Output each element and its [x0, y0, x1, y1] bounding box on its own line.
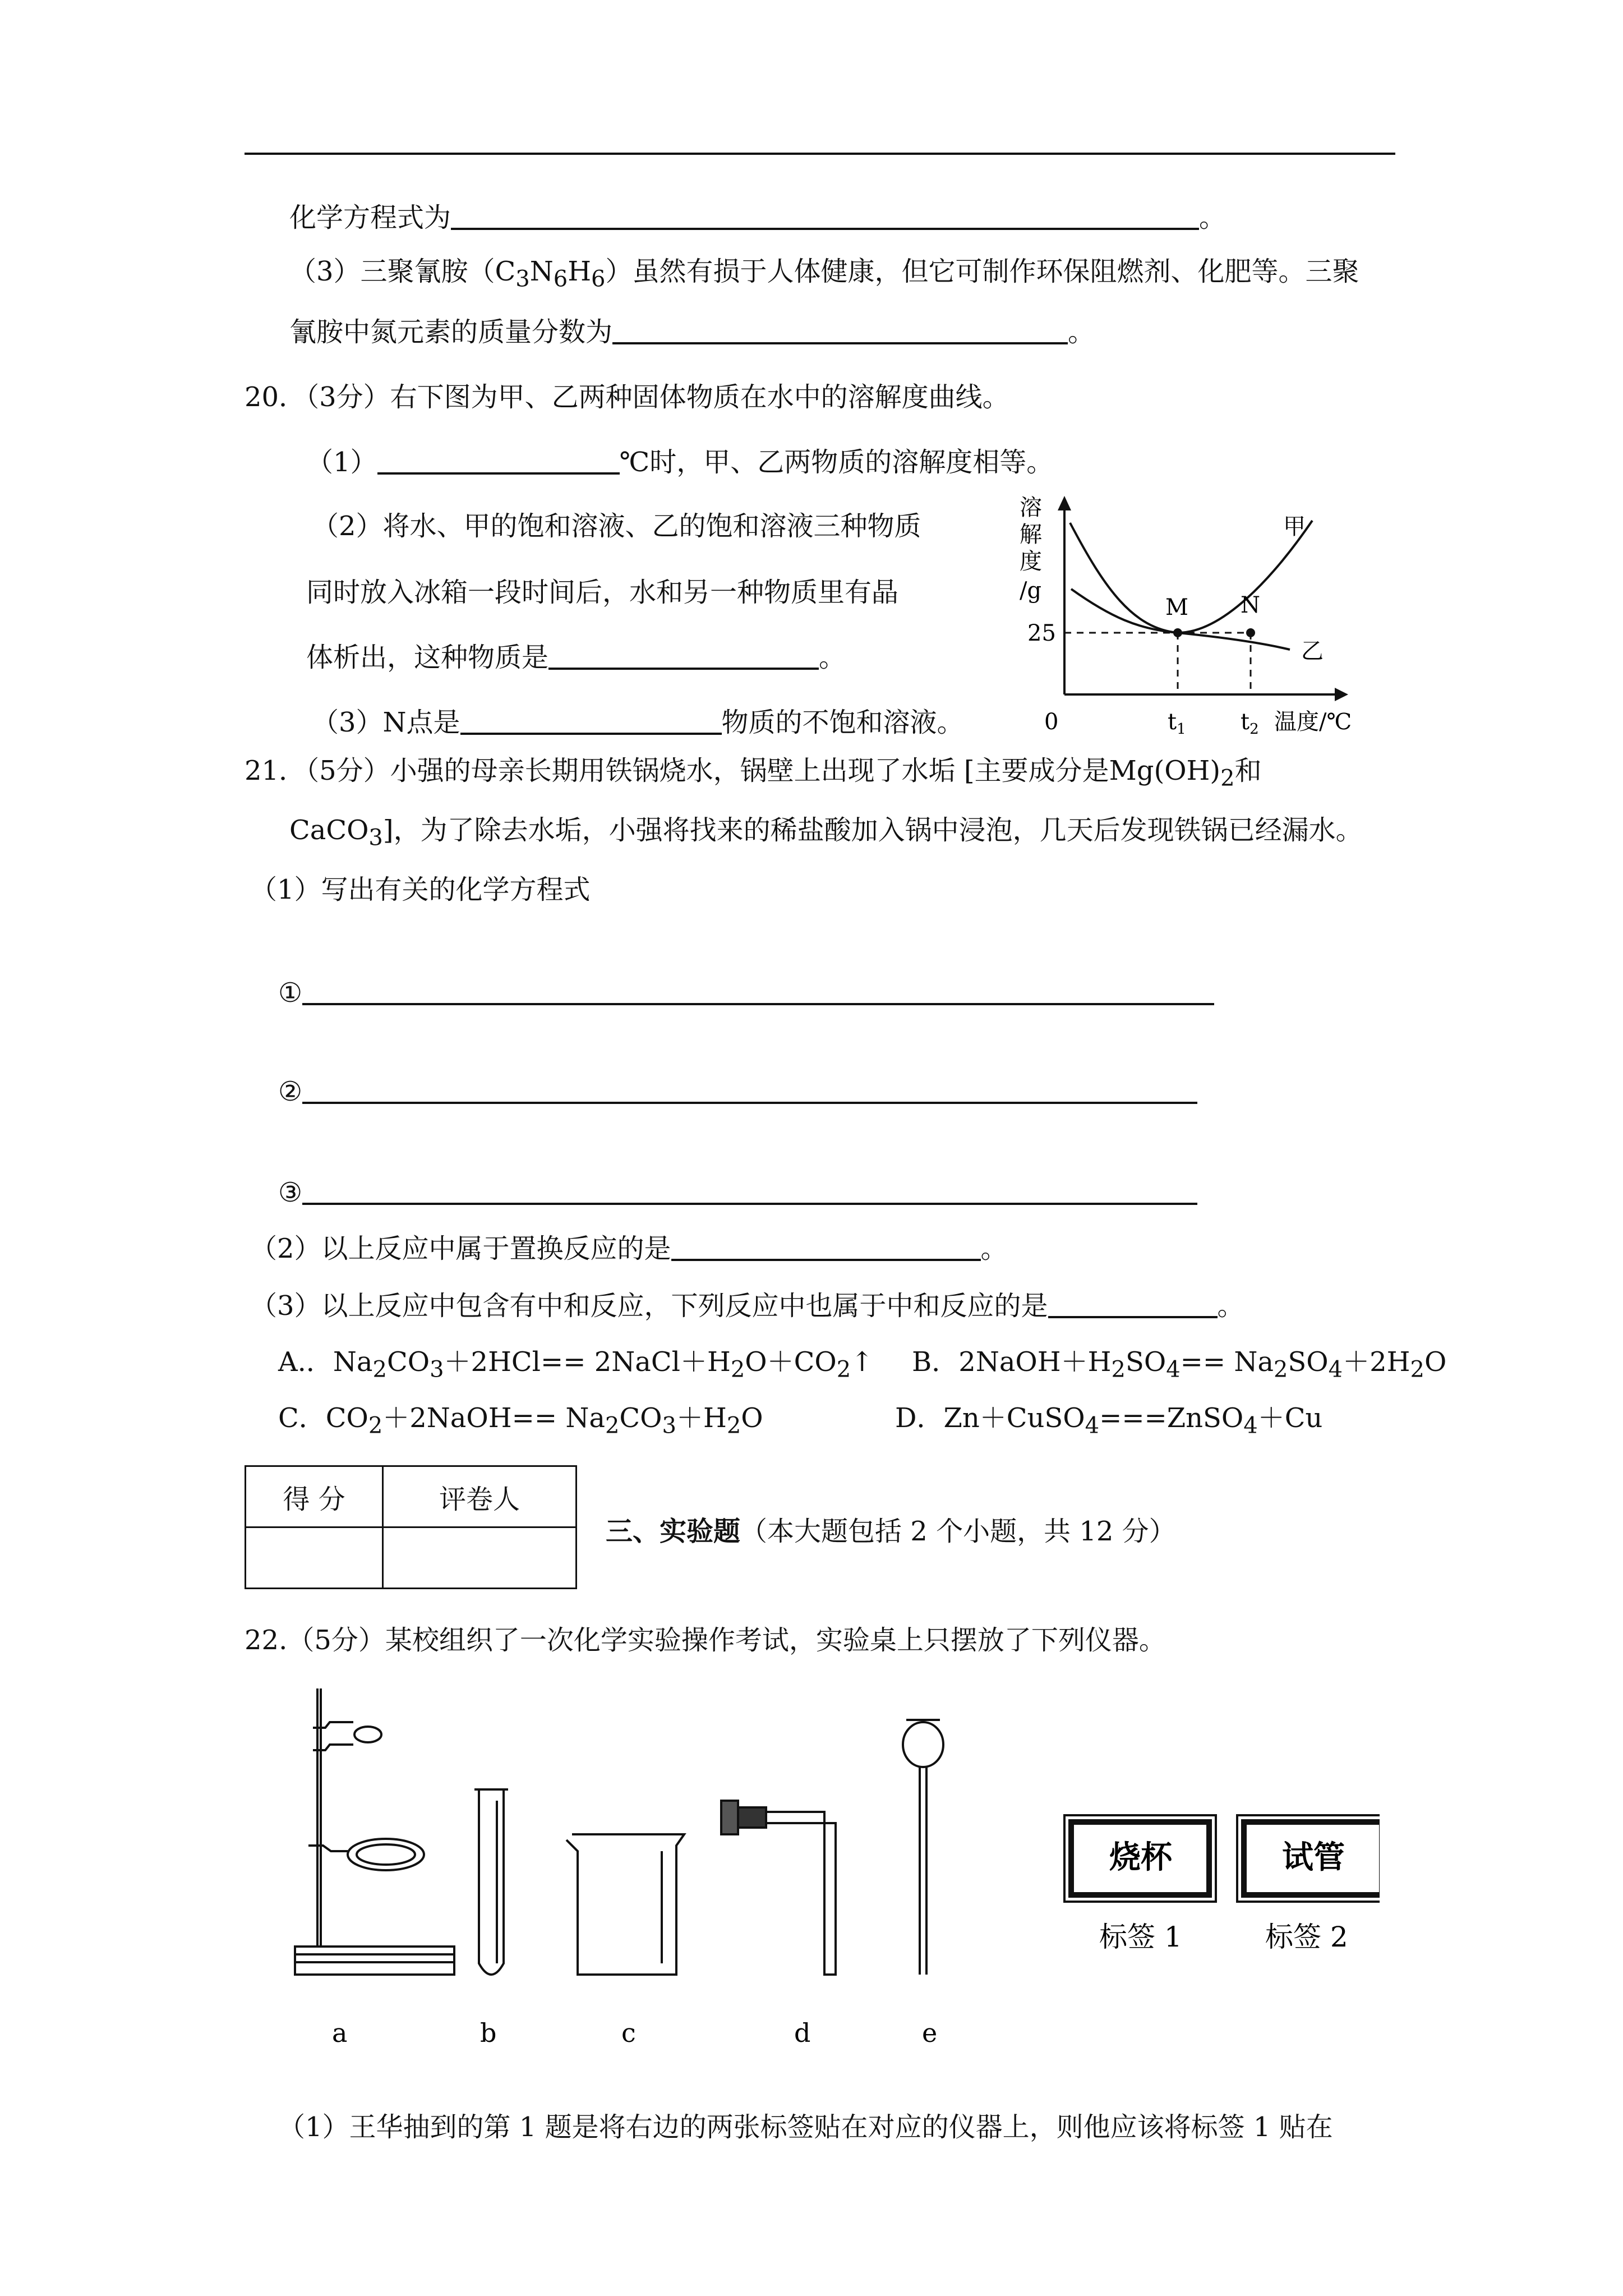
q21-equation-3: ③: [278, 1175, 1197, 1211]
point-M: [1173, 628, 1182, 637]
q19-part3-line1: （3）三聚氰胺$(C_3N_6H_6)$虽然有损于人体健康，但它可制作环保阻燃剂、化肥等。三聚: [289, 256, 1359, 292]
letter-e: e: [922, 2018, 938, 2048]
q21-equation-1: ①: [278, 975, 1214, 1011]
q20-part3: （3）N点是 物质的不饱和溶液。: [312, 707, 964, 738]
q20-part2-line3: 体析出，这种物质是 。: [306, 642, 846, 673]
solubility-graph: [1009, 488, 1357, 740]
letter-d: d: [794, 2018, 811, 2048]
label-N: N: [1241, 592, 1260, 618]
option-C: C．$CO_2+2NaOH== Na_2CO_3+H_2O$: [278, 1402, 763, 1439]
beaker-icon: [566, 1834, 684, 1975]
letter-a: a: [332, 2018, 348, 2048]
q20-stem: 20．（3分）右下图为甲、乙两种固体物质在水中的溶解度曲线。: [245, 381, 1009, 413]
q19-part3-line2: 氰胺中氮元素的质量分数为 。: [289, 316, 1095, 348]
origin-label: 0: [1044, 709, 1059, 735]
score-cell[interactable]: [246, 1527, 383, 1589]
ylabel-3: 度: [1020, 549, 1042, 574]
option-B: B．$2NaOH+H_2SO_4== Na_2SO_4+2H_2O$: [912, 1346, 1447, 1383]
answer-blank[interactable]: [612, 318, 1068, 344]
label1-caption: 标签 1: [1099, 1921, 1182, 1953]
q20-part1: （1） ℃时，甲、乙两物质的溶解度相等。: [306, 447, 1054, 478]
label1-text: 烧杯: [1109, 1839, 1172, 1876]
q20-part2-line2: 同时放入冰箱一段时间后，水和另一种物质里有晶: [306, 577, 899, 608]
answer-blank[interactable]: [548, 643, 819, 670]
ylabel-4: /g: [1020, 578, 1042, 604]
q19-equation-line: 化学方程式为 。: [289, 202, 1227, 233]
answer-blank[interactable]: [302, 1178, 1197, 1205]
label2-text: 试管: [1282, 1839, 1345, 1876]
answer-blank[interactable]: [1048, 1291, 1218, 1318]
x-axis-arrow-icon: [1335, 688, 1348, 701]
q21-equation-2: ②: [278, 1074, 1197, 1110]
option-A: A.．$Na_2CO_3+2HCl==$ $2NaCl+H_2O+CO_2↑$: [278, 1346, 874, 1383]
answer-blank[interactable]: [671, 1234, 981, 1261]
label-box-1: [1064, 1815, 1216, 1902]
score-header: 得 分: [246, 1466, 383, 1527]
tick-25: 25: [1027, 620, 1056, 646]
q21-part2: （2）以上反应中属于置换反应的是 。: [250, 1233, 1008, 1264]
answer-blank[interactable]: [302, 1077, 1197, 1104]
test-tube-icon: [474, 1789, 508, 1975]
xlabel: 温度/℃: [1274, 709, 1352, 735]
header-rule: [245, 153, 1395, 155]
q22-part1: （1）王华抽到的第 1 题是将右边的两张标签贴在对应的仪器上，则他应该将标签 1 贴在: [278, 2111, 1333, 2143]
funnel-icon: [903, 1720, 943, 1975]
label-jia: 甲: [1283, 514, 1306, 540]
ylabel-2: 解: [1020, 522, 1042, 547]
section-title: 三、实验题（本大题包括 2 个小题，共 12 分）: [606, 1516, 1176, 1547]
label-box-2: [1237, 1815, 1380, 1902]
q21-stem-line1: 21．（5分）小强的母亲长期用铁锅烧水，锅壁上出现了水垢 [主要成分是$Mg(OH)_2$和: [245, 755, 1262, 792]
answer-blank[interactable]: [302, 978, 1214, 1005]
point-N: [1246, 628, 1255, 637]
tick-t2: $t_2$: [1241, 709, 1259, 738]
apparatus-figure: [269, 1683, 1380, 2070]
grader-header: 评卷人: [383, 1466, 577, 1527]
label-yi: 乙: [1301, 638, 1324, 664]
letter-b: b: [480, 2018, 497, 2048]
drying-tube-icon: [721, 1801, 836, 1975]
q22-stem: 22.（5分）某校组织了一次化学实验操作考试，实验桌上只摆放了下列仪器。: [245, 1625, 1166, 1656]
answer-blank[interactable]: [377, 448, 620, 475]
q21-part3: （3）以上反应中包含有中和反应，下列反应中也属于中和反应的是 。: [250, 1290, 1244, 1322]
option-D: D．Zn＋CuSO$_4$===ZnSO$_4$＋Cu: [895, 1402, 1323, 1439]
iron-stand-icon: [295, 1688, 454, 1975]
label-M: M: [1165, 595, 1188, 620]
label2-caption: 标签 2: [1265, 1921, 1348, 1953]
curve-jia: [1070, 521, 1312, 633]
ylabel-1: 溶: [1020, 495, 1042, 521]
q21-part1: （1）写出有关的化学方程式: [250, 874, 591, 905]
answer-blank[interactable]: [451, 203, 1199, 230]
score-table: [245, 1465, 577, 1589]
y-axis-arrow-icon: [1058, 496, 1071, 510]
letter-c: c: [621, 2018, 636, 2048]
q21-stem-line2: CaCO$_3$]，为了除去水垢，小强将找来的稀盐酸加入锅中浸泡，几天后发现铁锅已经漏水。: [289, 815, 1363, 851]
answer-blank[interactable]: [460, 708, 722, 735]
q20-part2-line1: （2）将水、甲的饱和溶液、乙的饱和溶液三种物质: [312, 510, 921, 542]
tick-t1: $t_1$: [1168, 709, 1186, 738]
grader-cell[interactable]: [383, 1527, 577, 1589]
